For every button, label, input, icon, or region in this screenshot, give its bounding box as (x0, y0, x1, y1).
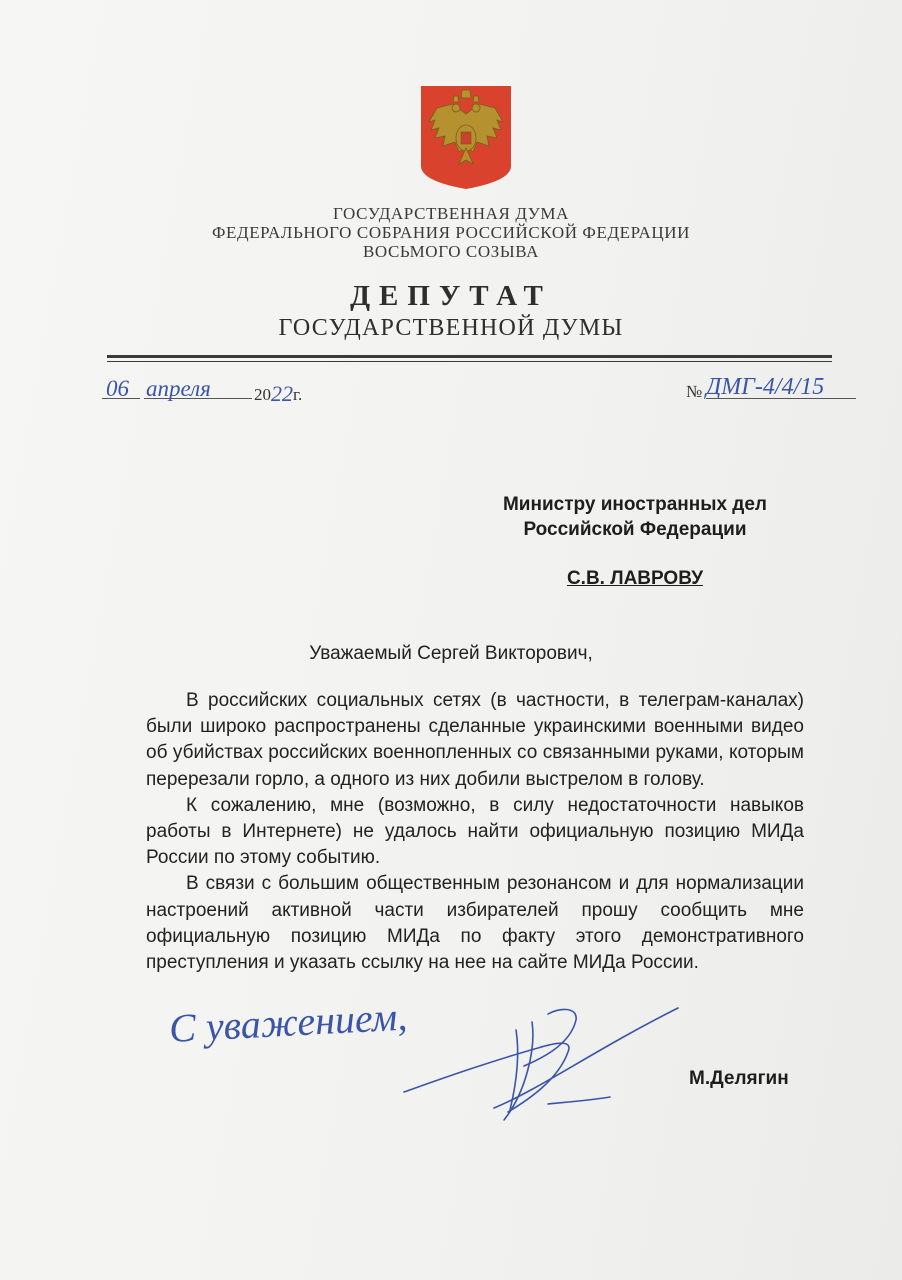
date-day: 06 (106, 376, 129, 401)
registration-number: ДМГ-4/4/15 (706, 374, 825, 400)
handwritten-closing: С уважением, (168, 993, 409, 1051)
date-year (254, 380, 302, 406)
org-line-2: ФЕДЕРАЛЬНОГО СОБРАНИЯ РОССИЙСКОЙ ФЕДЕРАЦИИ (211, 223, 691, 242)
header-rule-thick (107, 355, 832, 358)
number-sign: № (686, 382, 703, 401)
handwritten-signature (398, 1000, 683, 1130)
date-year-suffix: г. (293, 385, 303, 404)
russian-coat-of-arms-icon (421, 86, 511, 189)
date-month: апреля (146, 376, 211, 401)
letterhead-subtitle: ГОСУДАРСТВЕННОЙ ДУМЫ (278, 315, 624, 341)
letter-body (146, 688, 804, 976)
org-line-1: ГОСУДАРСТВЕННАЯ ДУМА (333, 204, 569, 223)
addressee-line-1: Министру иностранных дел (502, 494, 767, 515)
date-year-handwritten: 22 (271, 381, 293, 406)
paragraph: В российских социальных сетях (в частности, в телеграм-каналах) были широко распространены сделанные украинскими военными видео об убийствах российских военнопленных со связанными руками, которым перерезали горло, а одного из них добили выстрелом в голову. (146, 690, 804, 790)
letterhead-title: ДЕПУТАТ (350, 280, 552, 312)
salutation: Уважаемый Сергей Викторович, (309, 643, 593, 664)
registration-number-field (686, 374, 866, 406)
header-rule-thin (107, 361, 832, 362)
addressee-line-2: Российской Федерации (523, 519, 747, 540)
org-line-3: ВОСЬМОГО СОЗЫВА (362, 242, 540, 261)
date-year-prefix: 20 (254, 385, 271, 404)
date-field (102, 376, 342, 406)
paragraph: В связи с большим общественным резонансом и для нормализации настроений активной части избирателей прошу сообщить мне официальную позицию МИДа по факту этого демонстративного преступления и указать ссылку на нее на сайте МИДа России. (146, 873, 804, 974)
addressee-name: С.В. ЛАВРОВУ (566, 568, 704, 589)
signer-name: М.Делягин (689, 1068, 789, 1089)
paragraph: К сожалению, мне (возможно, в силу недостаточности навыков работы в Интернете) не удалось найти официальную позицию МИДа России по этому событию. (146, 794, 804, 869)
